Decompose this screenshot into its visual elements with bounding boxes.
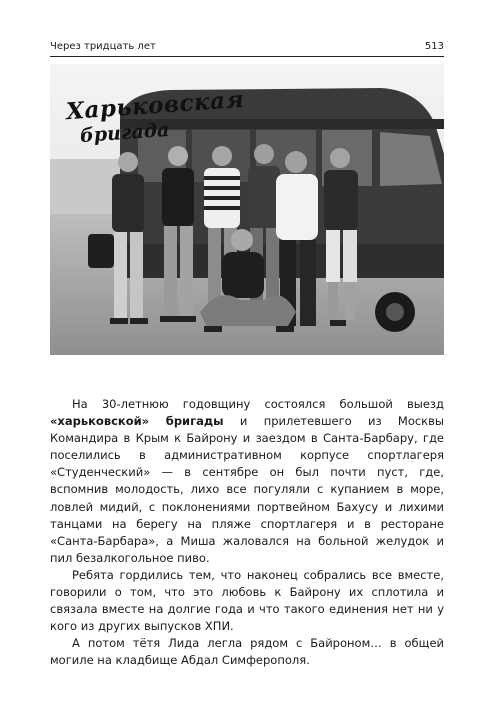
paragraph-3: А потом тётя Лида легла рядом с Байроном… в общей могиле на кладбище Абдал Симферополя. [50, 636, 444, 668]
paragraph-1-bold: «харьковской» бригады [50, 414, 224, 429]
paragraph-1 [50, 396, 444, 567]
running-title: Через тридцать лет [50, 41, 156, 52]
body-text [50, 396, 444, 670]
group-photo [50, 64, 444, 355]
paragraph-1-start: На 30-летнюю годовщину состоялся большой выезд [72, 397, 444, 411]
caption-line-1: Харьковская [65, 85, 246, 126]
running-header [50, 36, 444, 52]
header-rule [50, 56, 444, 57]
handwritten-caption [60, 74, 246, 154]
caption-line-2: бригада [79, 118, 171, 148]
paragraph-1-rest: и прилетевшего из Москвы Командира в Крым к Байрону и заездом в Санта-Барбару, где поселились в административном корпусе спортлагеря «Студенческий» — в сентябре он был почти пуст, где, вспомнив молодость, лихо все погуляли с купанием в море, ловлей мидий, с поклонениями портвейном Бахусу и лихими танцами на берегу на пляже спортлагеря и в ресторане «Санта-Барбара», а Миша жаловался на больной желудок и пил безалкогольное пиво. [50, 414, 444, 565]
paragraph-2: Ребята гордились тем, что наконец собрались все вместе, говорили о том, что это любовь к Байрону их сплотила и связала вместе на долгие года и что такого единения нет ни у кого из других выпусков ХПИ. [50, 567, 444, 634]
page-number: 513 [424, 41, 444, 52]
